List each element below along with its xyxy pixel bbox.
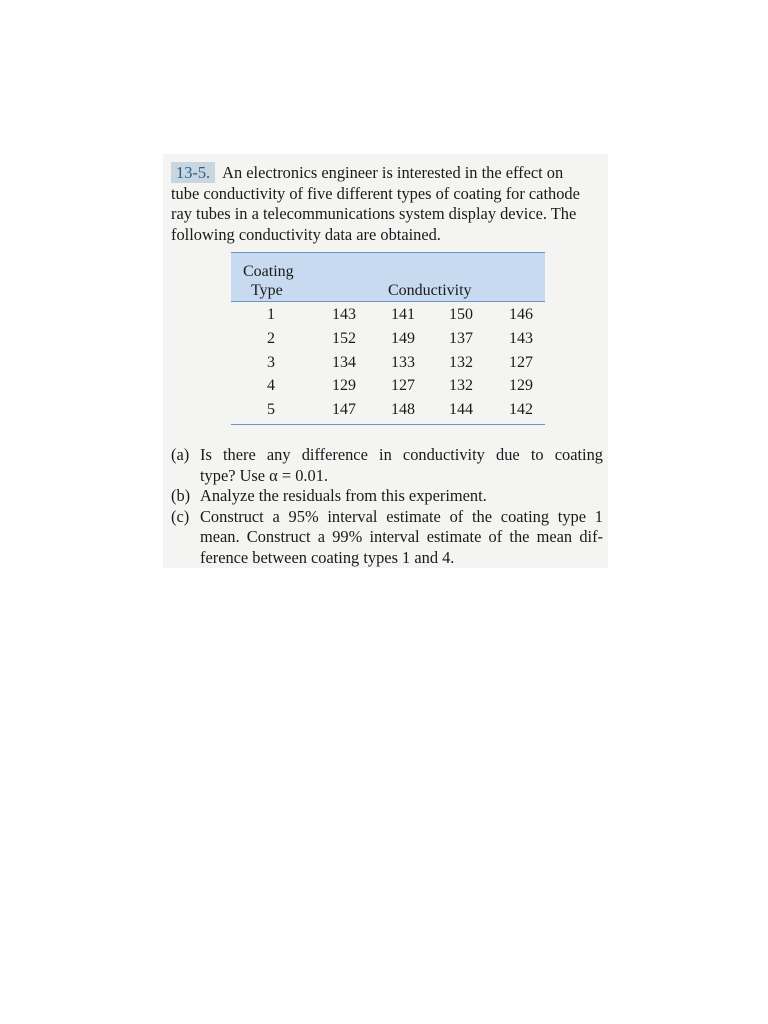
conductivity-cell: 149 bbox=[391, 330, 415, 347]
question-line: ference between coating types 1 and 4. bbox=[200, 547, 455, 567]
textbook-problem-panel bbox=[163, 154, 608, 568]
question-c bbox=[171, 507, 603, 569]
conductivity-cell: 148 bbox=[391, 401, 415, 418]
conductivity-cell: 141 bbox=[391, 306, 415, 323]
conductivity-cell: 132 bbox=[449, 377, 473, 394]
question-line: Is there any difference in conductivity due to coating bbox=[200, 445, 603, 464]
intro-line: tube conductivity of five different types of coating for cathode bbox=[171, 183, 580, 203]
table-row bbox=[231, 327, 545, 351]
conductivity-cell: 152 bbox=[332, 330, 356, 347]
question-line: Construct a 95% interval estimate of the coating type 1 bbox=[200, 506, 603, 526]
conductivity-table bbox=[231, 252, 545, 425]
conductivity-cell: 133 bbox=[391, 354, 415, 371]
question-label: (b) bbox=[171, 486, 191, 505]
conductivity-cell: 127 bbox=[391, 377, 415, 394]
conductivity-cell: 143 bbox=[332, 306, 356, 323]
header-type: Type bbox=[251, 282, 283, 299]
conductivity-cell: 147 bbox=[332, 401, 356, 418]
question-list bbox=[171, 445, 603, 568]
problem-intro bbox=[171, 162, 603, 245]
conductivity-cell: 127 bbox=[509, 354, 533, 371]
question-line: mean. Construct a 99% interval estimate of the mean dif- bbox=[200, 527, 603, 546]
question-line: Analyze the residuals from this experiment. bbox=[200, 486, 487, 505]
intro-line bbox=[171, 162, 603, 184]
intro-line: ray tubes in a telecommunications system display device. The bbox=[171, 204, 577, 223]
coating-type-cell: 3 bbox=[267, 354, 275, 371]
question-label: (c) bbox=[171, 506, 190, 526]
coating-type-cell: 2 bbox=[267, 330, 275, 347]
conductivity-cell: 129 bbox=[509, 377, 533, 394]
coating-type-cell: 5 bbox=[267, 401, 275, 418]
conductivity-cell: 150 bbox=[449, 306, 473, 323]
table-row bbox=[231, 303, 545, 327]
conductivity-cell: 132 bbox=[449, 354, 473, 371]
conductivity-cell: 143 bbox=[509, 330, 533, 347]
table-row bbox=[231, 374, 545, 398]
coating-type-cell: 1 bbox=[267, 306, 275, 323]
intro-text: An electronics engineer is interested in the effect on bbox=[222, 163, 564, 182]
table-header bbox=[231, 252, 545, 302]
conductivity-cell: 137 bbox=[449, 330, 473, 347]
header-coating: Coating bbox=[243, 263, 294, 280]
intro-line: following conductivity data are obtained. bbox=[171, 224, 441, 244]
table-row bbox=[231, 351, 545, 375]
table-row bbox=[231, 398, 545, 422]
problem-number: 13-5. bbox=[171, 162, 215, 183]
conductivity-cell: 134 bbox=[332, 354, 356, 371]
conductivity-cell: 129 bbox=[332, 377, 356, 394]
question-b bbox=[171, 486, 603, 507]
coating-type-cell: 4 bbox=[267, 377, 275, 394]
header-conductivity: Conductivity bbox=[388, 282, 472, 299]
conductivity-cell: 142 bbox=[509, 401, 533, 418]
question-line: type? Use α = 0.01. bbox=[200, 465, 328, 485]
table-body bbox=[231, 302, 545, 425]
conductivity-cell: 144 bbox=[449, 401, 473, 418]
conductivity-cell: 146 bbox=[509, 306, 533, 323]
question-a bbox=[171, 445, 603, 486]
question-label: (a) bbox=[171, 445, 190, 464]
